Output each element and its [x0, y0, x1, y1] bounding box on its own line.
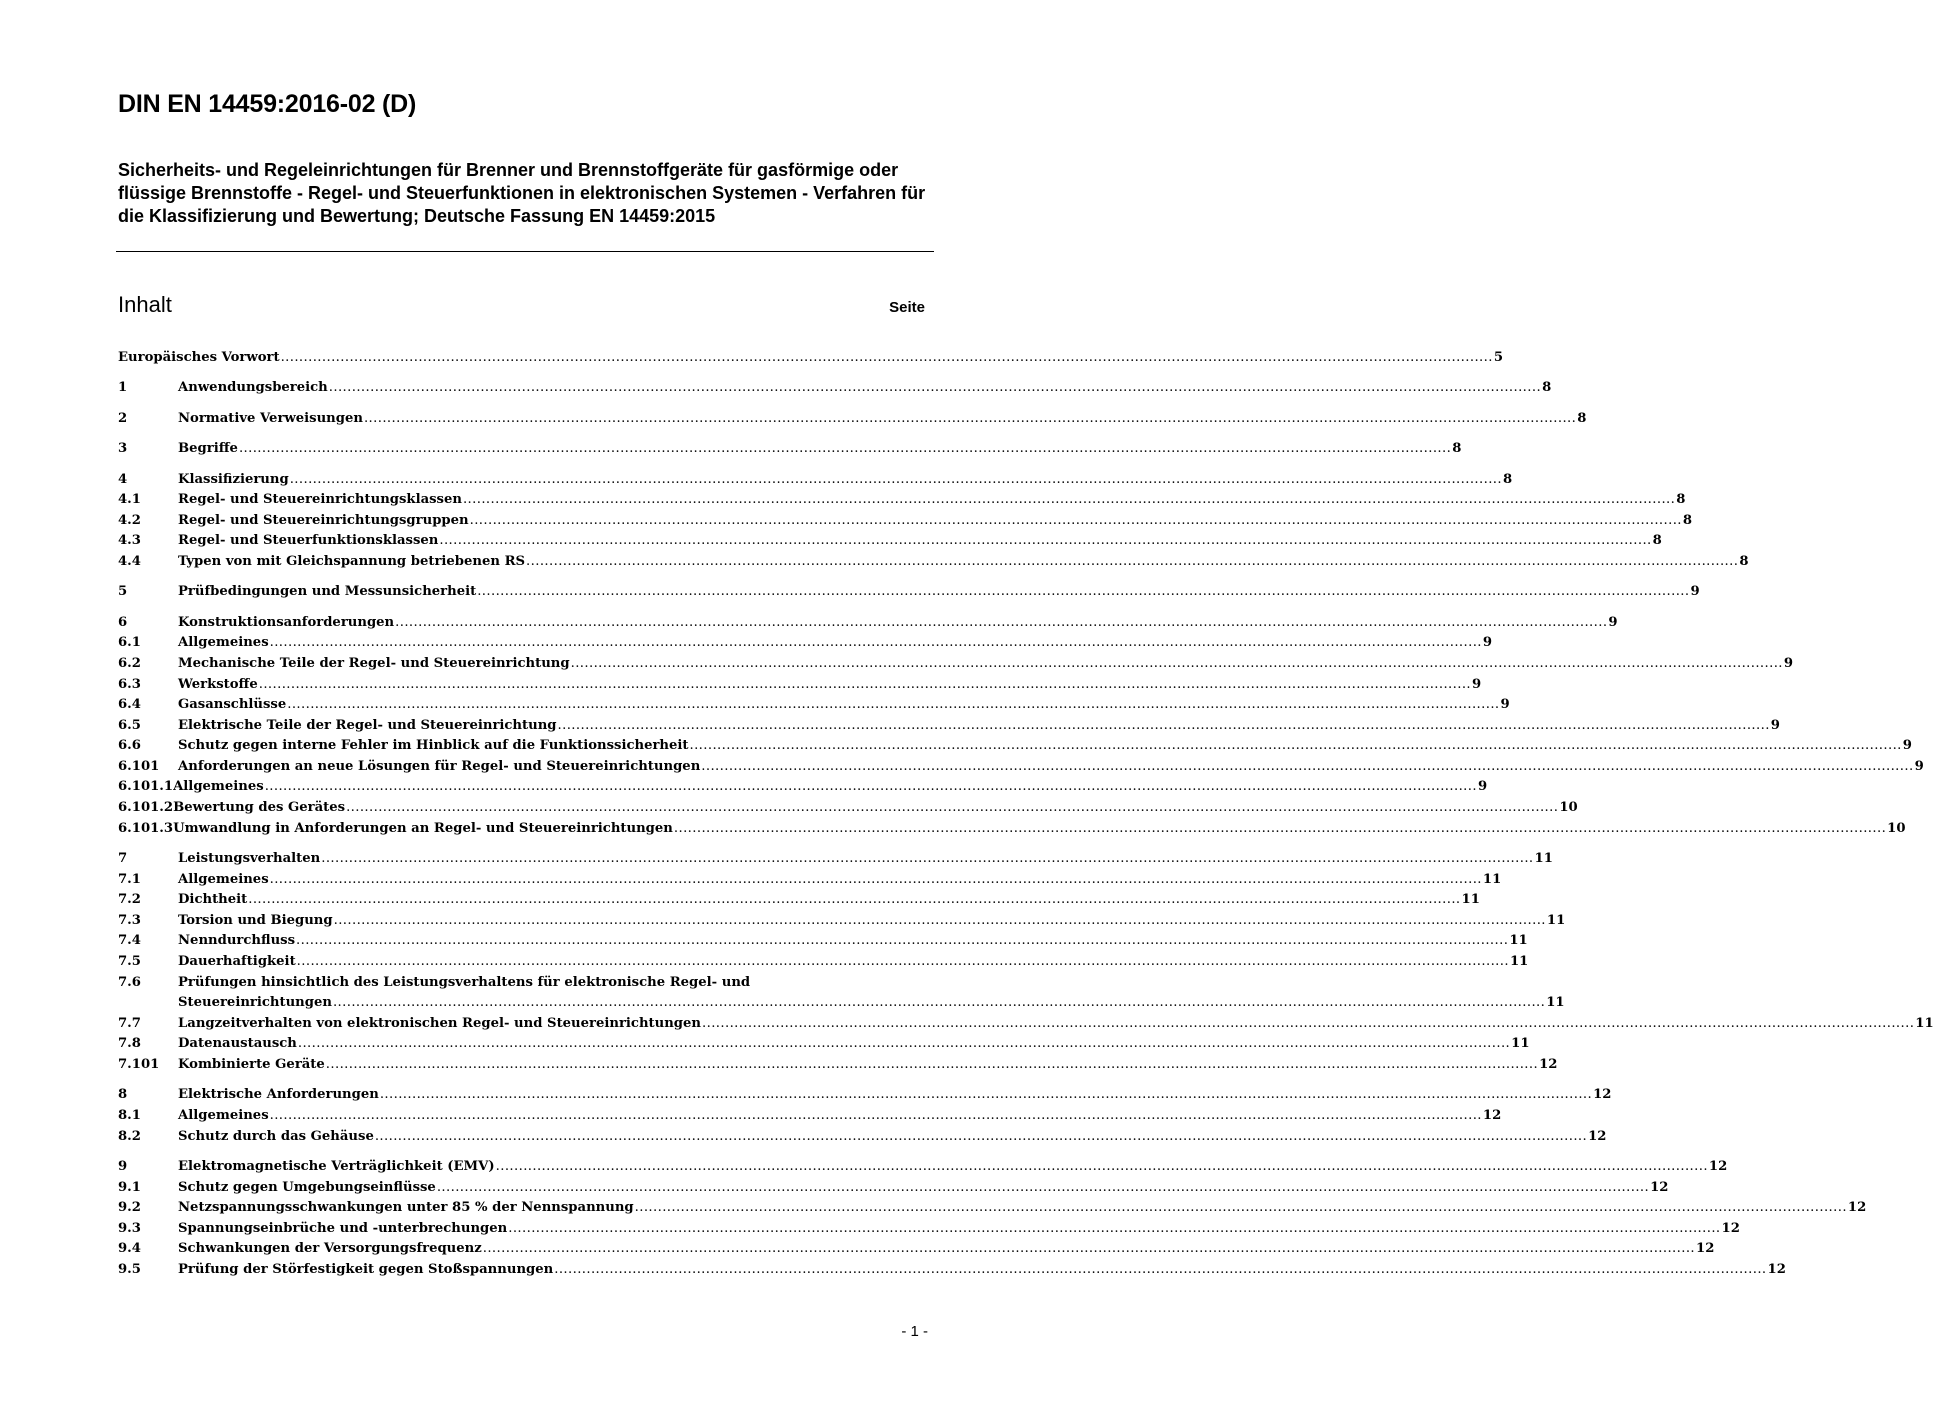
toc-entry[interactable]: [118, 911, 1566, 932]
toc-entry-number: 9: [118, 1158, 128, 1174]
toc-entry-page: 12: [1767, 1261, 1786, 1277]
toc-entry-title: Begriffe: [178, 441, 238, 457]
toc-entry-number: 6.101: [118, 758, 160, 774]
toc-entry-page: 11: [1534, 851, 1553, 867]
toc-entry-page: 11: [1509, 933, 1528, 949]
toc-dot-leader: [702, 1014, 1914, 1035]
toc-entry-title: Prüfbedingungen und Messunsicherheit: [178, 584, 477, 600]
toc-entry-title: Schutz gegen Umgebungseinflüsse: [178, 1179, 436, 1195]
title-divider: [116, 251, 934, 252]
toc-dot-leader: [287, 695, 1499, 716]
toc-entry-number: 2: [118, 410, 128, 426]
toc-entry[interactable]: [118, 952, 1529, 973]
toc-entry-number: 8: [118, 1087, 128, 1103]
toc-entry-page: 9: [1914, 758, 1924, 774]
toc-entry-title: Schutz gegen interne Fehler im Hinblick auf die Funktionssicherheit: [178, 738, 689, 754]
toc-entry[interactable]: [118, 1239, 1715, 1260]
toc-entry-page: 12: [1539, 1056, 1558, 1072]
toc-entry-title: Dauerhaftigkeit: [178, 954, 296, 970]
toc-entry-title: Schwankungen der Versorgungsfrequenz: [178, 1241, 482, 1257]
toc-dot-leader: [463, 490, 1675, 511]
toc-entry-page: 11: [1915, 1015, 1934, 1031]
toc-dot-leader: [270, 870, 1482, 891]
toc-entry-title: Elektrische Anforderungen: [178, 1087, 379, 1103]
toc-entry[interactable]: [118, 1198, 1867, 1219]
toc-entry-number: 6.101.2: [118, 800, 174, 816]
toc-dot-leader: [470, 511, 1682, 532]
toc-entry-number: 6.5: [118, 717, 141, 733]
toc-entry-title: Leistungsverhalten: [178, 851, 321, 867]
toc-entry-number: 7.1: [118, 871, 141, 887]
toc-entry-title: Anforderungen an neue Lösungen für Regel- und Steuereinrichtungen: [178, 758, 701, 774]
toc-entry-number: 4.4: [118, 553, 141, 569]
toc-entry-title: Prüfungen hinsichtlich des Leistungsverhaltens für elektronische Regel- und: [178, 974, 751, 990]
toc-entry-title: Werkstoffe: [178, 676, 258, 692]
toc-dot-leader: [259, 675, 1471, 696]
toc-entry-page: 9: [1690, 584, 1700, 600]
toc-entry[interactable]: [118, 973, 1565, 1014]
toc-entry-page: 12: [1482, 1107, 1502, 1123]
toc-entry-number: 6: [118, 614, 128, 630]
toc-entry-page: 5: [1493, 350, 1504, 365]
toc-entry-title: Kombinierte Geräte: [178, 1056, 325, 1072]
toc-entry-title: Bewertung des Gerätes: [173, 800, 346, 816]
toc-entry-title: Dichtheit: [178, 892, 248, 908]
page-number: - 1 -: [901, 1323, 928, 1340]
toc-entry-page: 12: [1588, 1128, 1607, 1144]
toc-entry-page: 8: [1502, 471, 1513, 487]
toc-entry-title: Klassifizierung: [178, 471, 289, 487]
toc-dot-leader: [334, 911, 1546, 932]
toc-dot-leader: [558, 716, 1770, 737]
toc-entry-number: 7.4: [118, 933, 141, 949]
toc-dot-leader: [333, 993, 1545, 1014]
toc-entry[interactable]: [118, 1127, 1607, 1148]
toc-entry-title: Elektromagnetische Verträglichkeit (EMV): [178, 1158, 495, 1174]
toc-entry-page: 10: [1887, 820, 1906, 836]
toc-entry-page: 9: [1477, 779, 1488, 795]
toc-entry[interactable]: [118, 1260, 1786, 1281]
toc-entry-number: 6.3: [118, 676, 141, 692]
toc-page-column-label: Seite: [889, 299, 925, 316]
toc-dot-leader: [701, 757, 1913, 778]
toc-entry-number: 7.6: [118, 974, 141, 990]
toc-entry[interactable]: [118, 531, 1662, 552]
toc-dot-leader: [248, 890, 1460, 911]
toc-dot-leader: [690, 736, 1902, 757]
document-subtitle: Sicherheits- und Regeleinrichtungen für Brenner und Brennstoffgeräte für gasförmige oder flüssige Brennstoffe - Regel- und Steuerfunktionen in elektronischen Systemen - Verfahren für die Klassifizierung und Bewertung; Deutsche Fassung EN 14459:2015: [118, 160, 926, 226]
toc-entry[interactable]: [118, 1034, 1530, 1055]
toc-entry-page: 12: [1721, 1220, 1740, 1236]
toc-entry[interactable]: [118, 348, 1504, 369]
toc-entry-page: 11: [1482, 871, 1502, 887]
toc-entry[interactable]: [118, 1106, 1502, 1127]
toc-entry-page: 9: [1902, 738, 1912, 754]
toc-entry[interactable]: [118, 1014, 1934, 1035]
toc-dot-leader: [281, 348, 1493, 369]
toc-entry-page: 11: [1546, 912, 1566, 928]
toc-entry-title: Allgemeines: [178, 871, 269, 887]
toc-entry-number: 9.5: [118, 1261, 141, 1277]
toc-dot-leader: [297, 952, 1509, 973]
toc-entry-page: 12: [1847, 1200, 1867, 1216]
toc-entry-number: 4: [118, 471, 128, 487]
toc-entry[interactable]: [118, 1085, 1612, 1106]
toc-entry-page: 10: [1559, 800, 1578, 816]
toc-entry-number: 9.2: [118, 1200, 141, 1216]
toc-entry-number: 9.3: [118, 1220, 141, 1236]
toc-entry-number: 8.2: [118, 1128, 141, 1144]
toc-entry[interactable]: [118, 378, 1552, 399]
toc-entry-page: 12: [1696, 1241, 1715, 1257]
toc-entry[interactable]: [118, 819, 1906, 840]
toc-entry-page: 11: [1546, 995, 1565, 1011]
toc-entry-page: 8: [1739, 553, 1749, 569]
toc-entry-title: Nenndurchfluss: [178, 933, 296, 949]
toc-entry-number: 4.3: [118, 533, 141, 549]
toc-dot-leader: [439, 531, 1651, 552]
toc-entry-title: Datenaustausch: [178, 1036, 297, 1052]
toc-entry-title: Allgemeines: [178, 635, 269, 651]
toc-entry-title: Typen von mit Gleichspannung betriebenen RS: [178, 553, 526, 569]
toc-entry-page: 9: [1472, 676, 1482, 692]
toc-entry-title: Regel- und Steuerfunktionsklassen: [178, 533, 439, 549]
toc-dot-leader: [496, 1157, 1708, 1178]
toc-entry[interactable]: [118, 798, 1578, 819]
toc-entry-number: 7.7: [118, 1015, 141, 1031]
toc-entry-title: Torsion und Biegung: [178, 912, 333, 928]
toc-entry[interactable]: [118, 613, 1618, 634]
toc-dot-leader: [380, 1085, 1592, 1106]
toc-dot-leader: [346, 798, 1558, 819]
toc-entry-title: Umwandlung in Anforderungen an Regel- und Steuereinrichtungen: [173, 820, 673, 836]
toc-dot-leader: [296, 931, 1508, 952]
toc-entry-title: Mechanische Teile der Regel- und Steuereinrichtung: [178, 655, 570, 671]
toc-entry[interactable]: [118, 439, 1462, 460]
toc-dot-leader: [364, 409, 1576, 430]
toc-entry-title: Schutz durch das Gehäuse: [178, 1128, 374, 1144]
toc-dot-leader: [329, 378, 1541, 399]
toc-entry-page: 8: [1682, 512, 1693, 528]
toc-entry-page: 12: [1593, 1087, 1612, 1103]
toc-entry[interactable]: [118, 470, 1513, 491]
toc-entry[interactable]: [118, 931, 1528, 952]
document-title: DIN EN 14459:2016-02 (D): [118, 90, 417, 118]
toc-entry-title: Elektrische Teile der Regel- und Steuereinrichtung: [178, 717, 557, 733]
toc-dot-leader: [483, 1239, 1695, 1260]
toc-entry-number: 8.1: [118, 1107, 141, 1123]
toc-entry[interactable]: [118, 582, 1700, 603]
toc-dot-leader: [298, 1034, 1510, 1055]
toc-entry-title: Steuereinrichtungen: [178, 995, 332, 1011]
toc-entry[interactable]: [118, 890, 1480, 911]
toc-entry-number: 6.1: [118, 635, 141, 651]
toc-entry-page: 9: [1770, 717, 1780, 733]
toc-entry[interactable]: [118, 633, 1493, 654]
toc-entry-number: 9.4: [118, 1241, 141, 1257]
toc-entry[interactable]: [118, 511, 1693, 532]
toc-entry[interactable]: [118, 1178, 1669, 1199]
toc-entry-page: 8: [1452, 441, 1462, 457]
toc-entry-page: 12: [1650, 1179, 1669, 1195]
toc-entry-page: 9: [1500, 697, 1510, 713]
toc-entry[interactable]: [118, 1219, 1740, 1240]
toc-entry-number: 6.2: [118, 655, 141, 671]
toc-entry[interactable]: [118, 1157, 1728, 1178]
toc-entry-page: 9: [1482, 635, 1493, 651]
toc-entry-page: 8: [1676, 492, 1686, 508]
toc-dot-leader: [239, 439, 1451, 460]
toc-dot-leader: [477, 582, 1689, 603]
toc-entry-number: 5: [118, 584, 128, 600]
toc-entry-number: 9.1: [118, 1179, 141, 1195]
toc-dot-leader: [270, 1106, 1482, 1127]
toc-entry-number: 4.2: [118, 512, 141, 528]
toc-entry-title: Spannungseinbrüche und -unterbrechungen: [178, 1220, 508, 1236]
toc-entry-title: Gasanschlüsse: [178, 697, 287, 713]
toc-dot-leader: [270, 633, 1482, 654]
toc-dot-leader: [571, 654, 1783, 675]
toc-entry-page: 9: [1608, 614, 1618, 630]
toc-dot-leader: [437, 1178, 1649, 1199]
toc-dot-leader: [508, 1219, 1720, 1240]
toc-dot-leader: [321, 849, 1533, 870]
toc-dot-leader: [395, 613, 1607, 634]
toc-entry-title: Konstruktionsanforderungen: [178, 614, 395, 630]
toc-dot-leader: [375, 1127, 1587, 1148]
toc-entry-title: Allgemeines: [178, 1107, 269, 1123]
toc-dot-leader: [326, 1055, 1538, 1076]
toc-entry-page: 11: [1461, 892, 1480, 908]
toc-entry[interactable]: [118, 552, 1749, 573]
toc-entry-title: Allgemeines: [173, 779, 264, 795]
toc-entry-page: 11: [1509, 954, 1529, 970]
toc-entry[interactable]: [118, 757, 1924, 778]
toc-dot-leader: [526, 552, 1738, 573]
toc-entry-page: 9: [1783, 655, 1794, 671]
toc-entry-number: 6.101.1: [118, 779, 174, 795]
toc-entry[interactable]: [118, 675, 1482, 696]
toc-entry[interactable]: [118, 736, 1912, 757]
toc-entry-number: 1: [118, 380, 128, 396]
toc-entry-number: 7: [118, 851, 128, 867]
toc-entry-page: 12: [1708, 1158, 1728, 1174]
table-of-contents: [118, 348, 1934, 1281]
toc-entry-number: 6.101.3: [118, 820, 174, 836]
toc-entry-title: Prüfung der Störfestigkeit gegen Stoßspannungen: [178, 1261, 554, 1277]
toc-entry-title: Europäisches Vorwort: [118, 350, 280, 365]
toc-entry-number: 3: [118, 441, 128, 457]
toc-entry-number: 7.3: [118, 912, 141, 928]
toc-entry-page: 8: [1652, 533, 1662, 549]
toc-dot-leader: [635, 1198, 1847, 1219]
toc-entry-title: Regel- und Steuereinrichtungsklassen: [178, 492, 462, 508]
toc-dot-leader: [265, 777, 1477, 798]
toc-entry-number: 4.1: [118, 492, 141, 508]
toc-heading: Inhalt: [118, 292, 172, 317]
toc-entry[interactable]: [118, 695, 1510, 716]
toc-entry-number: 7.8: [118, 1036, 141, 1052]
toc-entry[interactable]: [118, 777, 1488, 798]
toc-dot-leader: [290, 470, 1502, 491]
toc-entry[interactable]: [118, 490, 1686, 511]
toc-entry-title: Anwendungsbereich: [178, 380, 328, 396]
toc-entry[interactable]: [118, 654, 1794, 675]
toc-entry-page: 8: [1542, 380, 1552, 396]
toc-entry-number: 6.6: [118, 738, 141, 754]
toc-entry-number: 7.5: [118, 954, 141, 970]
toc-dot-leader: [554, 1260, 1766, 1281]
toc-entry[interactable]: [118, 870, 1502, 891]
toc-entry-title: Netzspannungsschwankungen unter 85 % der Nennspannung: [178, 1200, 634, 1216]
toc-entry-number: 7.101: [118, 1056, 160, 1072]
toc-dot-leader: [674, 819, 1886, 840]
toc-entry[interactable]: [118, 716, 1780, 737]
toc-entry[interactable]: [118, 1055, 1558, 1076]
toc-entry[interactable]: [118, 409, 1587, 430]
toc-entry-number: 6.4: [118, 697, 141, 713]
toc-entry[interactable]: [118, 849, 1553, 870]
toc-entry-page: 11: [1511, 1036, 1530, 1052]
toc-entry-number: 7.2: [118, 892, 141, 908]
toc-entry-page: 8: [1577, 410, 1587, 426]
toc-entry-title: Regel- und Steuereinrichtungsgruppen: [178, 512, 469, 528]
toc-entry-title: Normative Verweisungen: [178, 410, 363, 426]
toc-entry-title: Langzeitverhalten von elektronischen Regel- und Steuereinrichtungen: [178, 1015, 702, 1031]
